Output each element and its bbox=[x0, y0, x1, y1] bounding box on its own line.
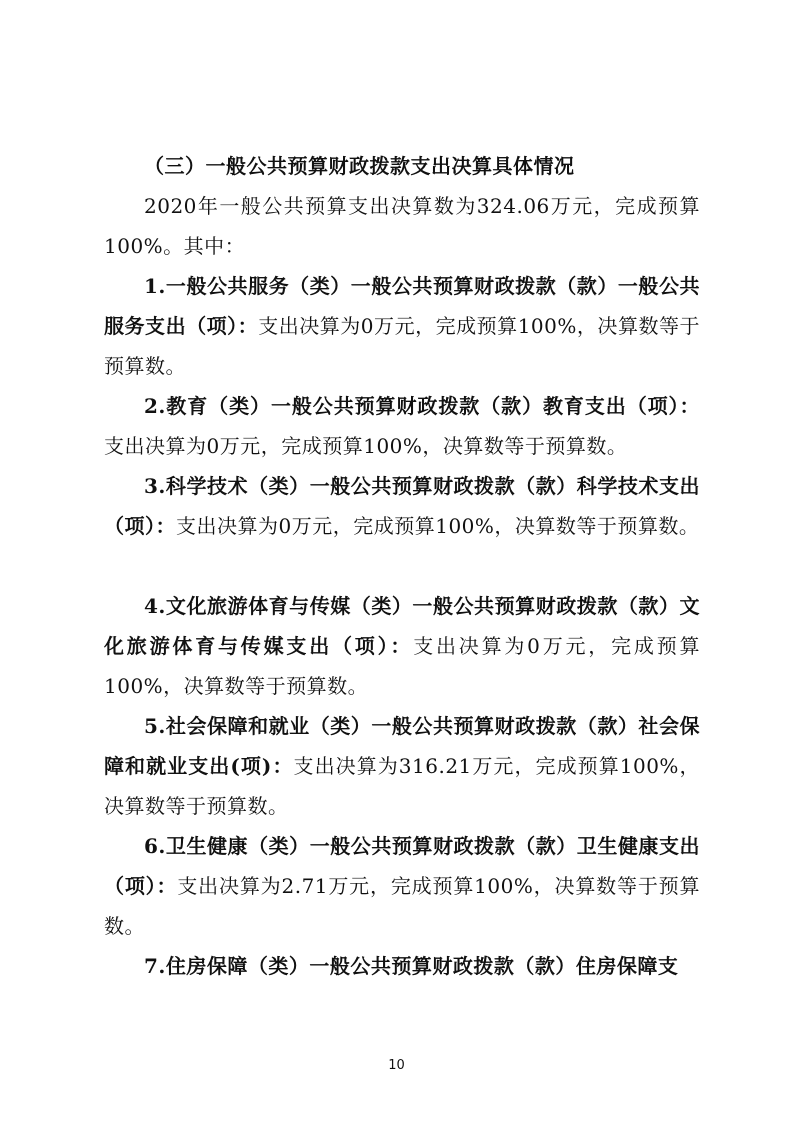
item-body: 支出决算为0万元，完成预算100%，决算数等于预算数。 bbox=[176, 514, 700, 538]
section-heading: （三）一般公共预算财政拨款支出决算具体情况 bbox=[144, 154, 575, 178]
item-paragraph-6 bbox=[104, 826, 700, 946]
item-title: 2.教育（类）一般公共预算财政拨款（款）教育支出（项）： bbox=[144, 394, 700, 418]
item-body: 支出决算为0万元，完成预算100%，决算数等于预算数。 bbox=[104, 634, 700, 698]
item-body: 支出决算为2.71万元，完成预算100%，决算数等于预算数。 bbox=[104, 874, 700, 938]
item-body: 支出决算为0万元，完成预算100%，决算数等于预算数。 bbox=[104, 314, 701, 378]
intro-paragraph bbox=[104, 186, 700, 266]
item-paragraph-3 bbox=[104, 466, 700, 546]
item-title: 1.一般公共服务（类）一般公共预算财政拨款（款）一般公共服务支出（项）： bbox=[104, 274, 700, 338]
item-title: 5.社会保障和就业（类）一般公共预算财政拨款（款）社会保障和就业支出(项)： bbox=[104, 714, 700, 778]
item-paragraph-2 bbox=[104, 386, 700, 466]
item-body: 支出决算为0万元，完成预算100%，决算数等于预算数。 bbox=[104, 434, 628, 458]
item-paragraph-1 bbox=[104, 266, 700, 386]
item-title: 4.文化旅游体育与传媒（类）一般公共预算财政拨款（款）文化旅游体育与传媒支出（项）： bbox=[104, 594, 700, 658]
item-body: 支出决算为316.21万元，完成预算100%，决算数等于预算数。 bbox=[104, 754, 700, 818]
page-number: 10 bbox=[388, 1058, 405, 1073]
item-title: 7.住房保障（类）一般公共预算财政拨款（款）住房保障支 bbox=[144, 954, 679, 978]
item-paragraph-5 bbox=[104, 706, 700, 826]
item-title: 3.科学技术（类）一般公共预算财政拨款（款）科学技术支出（项）： bbox=[104, 474, 700, 538]
item-paragraph-7 bbox=[104, 946, 700, 986]
item-title: 6.卫生健康（类）一般公共预算财政拨款（款）卫生健康支出（项）： bbox=[104, 834, 700, 898]
intro-text: 2020年一般公共预算支出决算数为324.06万元，完成预算100%。其中： bbox=[104, 194, 700, 258]
item-paragraph-4 bbox=[104, 586, 700, 706]
